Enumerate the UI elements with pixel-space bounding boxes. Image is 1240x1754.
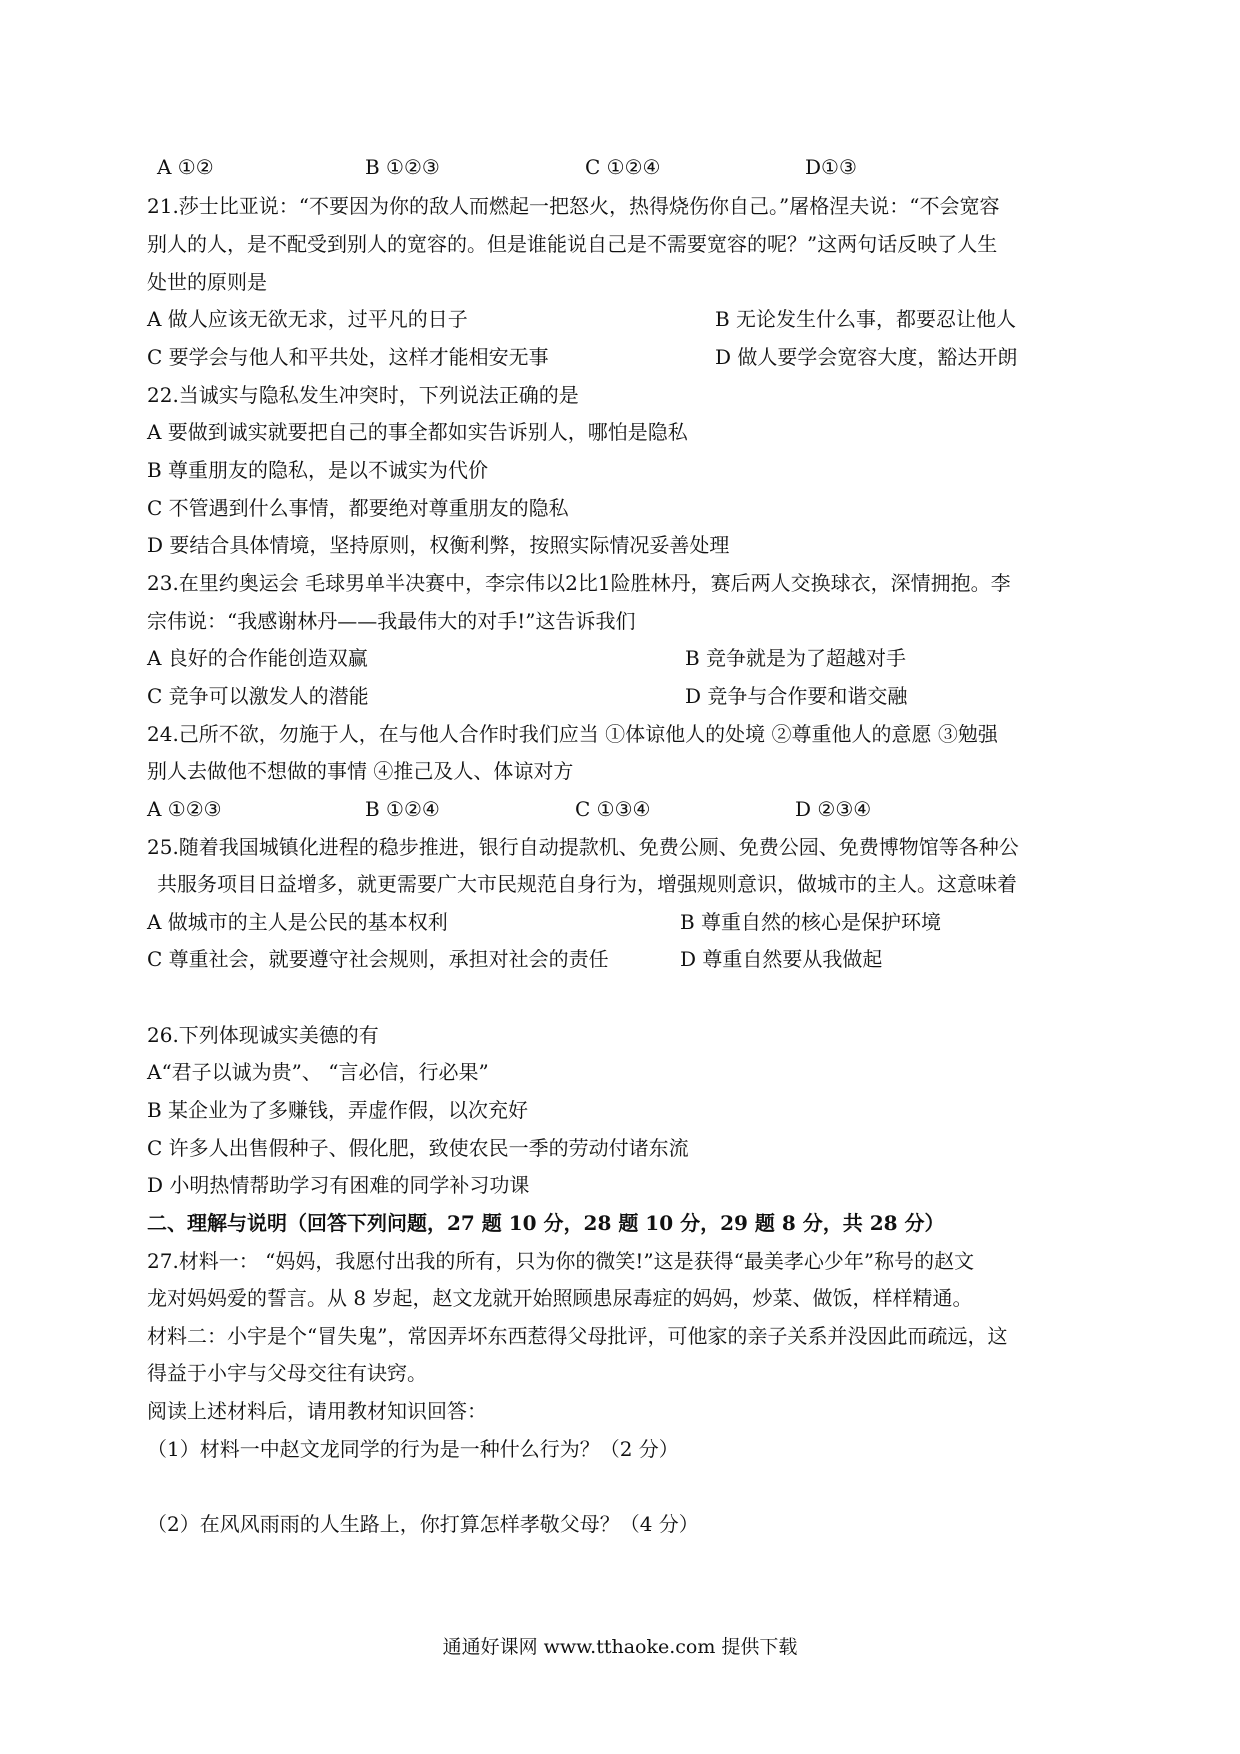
q25-option-d: D 尊重自然要从我做起 — [680, 947, 883, 971]
q24-option-c: C ①③④ — [575, 797, 651, 821]
q22-stem: 22.当诚实与隐私发生冲突时，下列说法正确的是 — [147, 383, 579, 407]
q24-option-b: B ①②④ — [365, 797, 440, 821]
page-footer: 通通好课网 www.tthaoke.com 提供下载 — [442, 1636, 798, 1658]
q23-option-d: D 竞争与合作要和谐交融 — [685, 684, 908, 708]
q21-stem-line-1: 21.莎士比亚说：“不要因为你的敌人而燃起一把怒火，热得烧伤你自己。”屠格涅夫说：“不会宽容 — [147, 194, 1000, 218]
q27-material-2-line-1: 材料二：小宇是个“冒失鬼”，常因弄坏东西惹得父母批评，可他家的亲子关系并没因此而疏远，这 — [147, 1324, 1008, 1348]
q23-option-c: C 竞争可以激发人的潜能 — [147, 684, 369, 708]
section-2-heading: 二、理解与说明（回答下列问题，27 题 10 分，28 题 10 分，29 题 8 分，共 28 分） — [147, 1211, 945, 1235]
q25-option-a: A 做城市的主人是公民的基本权利 — [147, 910, 448, 934]
q22-option-b: B 尊重朋友的隐私，是以不诚实为代价 — [147, 458, 489, 482]
q26-option-a: A“君子以诚为贵”、 “言必信，行必果” — [147, 1060, 489, 1084]
q23-option-a: A 良好的合作能创造双赢 — [147, 646, 368, 670]
q26-option-b: B 某企业为了多赚钱，弄虚作假，以次充好 — [147, 1098, 529, 1122]
q23-stem-line-2: 宗伟说：“我感谢林丹——我最伟大的对手!”这告诉我们 — [147, 609, 636, 633]
q26-stem: 26.下列体现诚实美德的有 — [147, 1023, 379, 1047]
q24-stem-line-2: 别人去做他不想做的事情 ④推己及人、体谅对方 — [147, 759, 574, 783]
q21-stem-line-2: 别人的人，是不配受到别人的宽容的。但是谁能说自己是不需要宽容的呢？”这两句话反映了人生 — [147, 232, 998, 256]
q21-option-d: D 做人要学会宽容大度，豁达开朗 — [715, 345, 1018, 369]
q24-stem-line-1: 24.己所不欲，勿施于人，在与他人合作时我们应当 ①体谅他人的处境 ②尊重他人的意愿 ③勉强 — [147, 722, 998, 746]
q24-option-a: A ①②③ — [147, 797, 222, 821]
q20-option-b: B ①②③ — [365, 155, 440, 179]
q21-option-c: C 要学会与他人和平共处，这样才能相安无事 — [147, 345, 549, 369]
q25-stem-line-1: 25.随着我国城镇化进程的稳步推进，银行自动提款机、免费公厕、免费公园、免费博物馆等各种公 — [147, 835, 1019, 859]
q20-option-d: D①③ — [805, 155, 857, 179]
q23-option-b: B 竞争就是为了超越对手 — [685, 646, 907, 670]
q22-option-d: D 要结合具体情境，坚持原则，权衡利弊，按照实际情况妥善处理 — [147, 533, 730, 557]
q27-material-2-line-2: 得益于小宇与父母交往有诀窍。 — [147, 1361, 427, 1385]
q22-option-c: C 不管遇到什么事情，都要绝对尊重朋友的隐私 — [147, 496, 569, 520]
q26-option-c: C 许多人出售假种子、假化肥，致使农民一季的劳动付诸东流 — [147, 1136, 689, 1160]
q27-material-1-line-1: 27.材料一： “妈妈，我愿付出我的所有，只为你的微笑!”这是获得“最美孝心少年”称号的赵文 — [147, 1249, 975, 1273]
q21-option-a: A 做人应该无欲无求，过平凡的日子 — [147, 307, 468, 331]
q27-sub-question-1: （1）材料一中赵文龙同学的行为是一种什么行为？（2 分） — [147, 1437, 679, 1461]
q20-option-a: A ①② — [157, 155, 214, 179]
q25-option-c: C 尊重社会，就要遵守社会规则，承担对社会的责任 — [147, 947, 609, 971]
q25-stem-line-2: 共服务项目日益增多，就更需要广大市民规范自身行为，增强规则意识，做城市的主人。这意味着 — [157, 872, 1017, 896]
q23-stem-line-1: 23.在里约奥运会 毛球男单半决赛中，李宗伟以2比1险胜林丹，赛后两人交换球衣，深情拥抱。李 — [147, 571, 1011, 595]
q27-sub-question-2: （2）在风风雨雨的人生路上，你打算怎样孝敬父母？（4 分） — [147, 1512, 699, 1536]
q20-option-c: C ①②④ — [585, 155, 661, 179]
q27-material-1-line-2: 龙对妈妈爱的誓言。从 8 岁起，赵文龙就开始照顾患尿毒症的妈妈，炒菜、做饭，样样精通。 — [147, 1286, 973, 1310]
q22-option-a: A 要做到诚实就要把自己的事全都如实告诉别人，哪怕是隐私 — [147, 420, 688, 444]
q21-stem-line-3: 处世的原则是 — [147, 270, 267, 294]
q21-option-b: B 无论发生什么事，都要忍让他人 — [715, 307, 1017, 331]
q25-option-b: B 尊重自然的核心是保护环境 — [680, 910, 942, 934]
q27-prompt: 阅读上述材料后，请用教材知识回答： — [147, 1399, 487, 1423]
q26-option-d: D 小明热情帮助学习有困难的同学补习功课 — [147, 1173, 530, 1197]
q24-option-d: D ②③④ — [795, 797, 872, 821]
